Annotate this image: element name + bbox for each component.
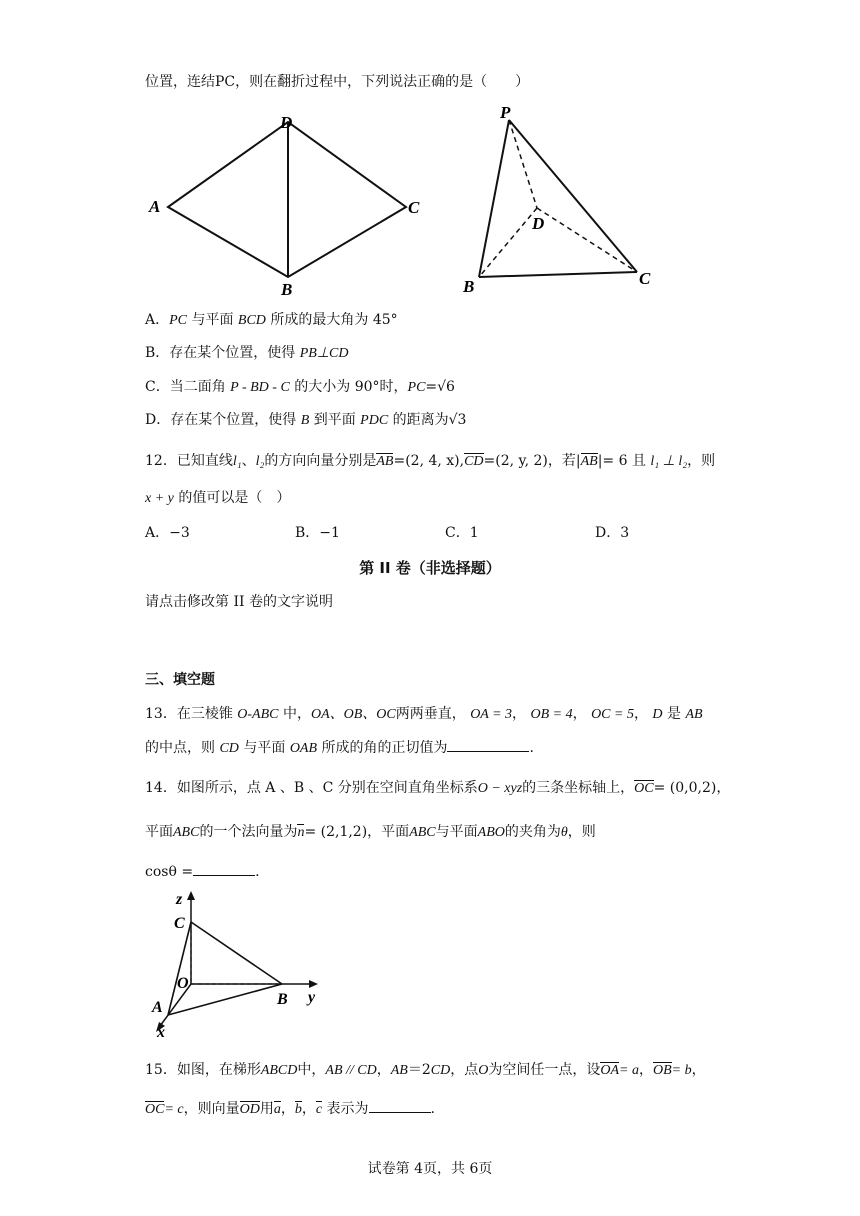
label-B: B bbox=[281, 280, 293, 299]
intro-line: 位置，连结PC，则在翻折过程中，下列说法正确的是（ ） bbox=[145, 74, 530, 90]
q14-line1: 14．如图所示，点 A 、B 、C 分别在空间直角坐标系O − xyz的三条坐标轴上，OC= (0,0,2)， bbox=[145, 778, 730, 799]
q11-option-d: D．存在某个位置，使得 B 到平面 PDC 的距离为√3 bbox=[145, 412, 467, 428]
q15-line2: OC= c，则向量OD用a，b，c 表示为 . bbox=[145, 1099, 435, 1120]
q12-stem: 12．已知直线l₁、l₂的方向向量分别是AB=(2, 4, x),CD=(2, y, 2)，若|AB|= 6 且 l₁ ⊥ l₂，则 bbox=[145, 451, 715, 472]
q12-option-a: A．−3 bbox=[145, 525, 190, 541]
label-x: x bbox=[157, 1024, 165, 1041]
section2-title: 第 II 卷（非选择题） bbox=[359, 559, 501, 577]
q12-option-c: C．1 bbox=[445, 525, 479, 541]
q14-line2: 平面ABC的一个法向量为n= (2,1,2)，平面ABC与平面ABO的夹角为θ，则 bbox=[145, 822, 596, 843]
label-O: O bbox=[177, 975, 189, 992]
q12-option-b: B．−1 bbox=[295, 525, 340, 541]
figure-coordinate-axes bbox=[140, 888, 340, 1043]
label-z: z bbox=[176, 891, 183, 908]
q11-option-a: A．PC 与平面 BCD 所成的最大角为 45° bbox=[145, 312, 398, 328]
q15-line1: 15．如图，在梯形ABCD中，AB // CD，AB＝2CD，点O为空间任一点，设OA= a，OB= b， bbox=[145, 1060, 706, 1081]
q13-line2: 的中点，则 CD 与平面 OAB 所成的角的正切值为 . bbox=[145, 740, 534, 756]
figure-tetrahedron bbox=[455, 100, 665, 300]
section2-note: 请点击修改第 II 卷的文字说明 bbox=[145, 594, 333, 610]
label-C3: C bbox=[174, 915, 185, 932]
label-B3: B bbox=[277, 991, 288, 1008]
label-C: C bbox=[408, 198, 420, 217]
label-P: P bbox=[500, 103, 511, 122]
q11-option-b: B．存在某个位置，使得 PB⊥CD bbox=[145, 345, 349, 361]
q12-option-d: D．3 bbox=[595, 525, 630, 541]
label-D: D bbox=[280, 113, 293, 132]
q13-answer-blank[interactable] bbox=[447, 751, 529, 752]
label-D2: D bbox=[532, 214, 545, 233]
q15-answer-blank[interactable] bbox=[369, 1112, 431, 1113]
q13-line1: 13．在三棱锥 O-ABC 中，OA、OB、OC两两垂直， OA = 3， OB = 4， OC = 5， D 是 AB bbox=[145, 706, 703, 722]
q11-option-c: C．当二面角 P - BD - C 的大小为 90°时，PC=√6 bbox=[145, 379, 455, 395]
figure-rhombus bbox=[140, 105, 440, 305]
q14-line3: cosθ = . bbox=[145, 864, 260, 880]
page-footer: 试卷第 4页，共 6页 bbox=[367, 1161, 493, 1177]
label-C2: C bbox=[639, 269, 651, 288]
section3-title: 三、填空题 bbox=[145, 672, 215, 688]
q12-stem-line2: x + y 的值可以是（ ） bbox=[145, 490, 291, 506]
label-A3: A bbox=[152, 999, 163, 1016]
label-A: A bbox=[149, 197, 161, 216]
label-B2: B bbox=[463, 277, 475, 296]
label-y: y bbox=[308, 989, 316, 1006]
q14-answer-blank[interactable] bbox=[193, 875, 255, 876]
